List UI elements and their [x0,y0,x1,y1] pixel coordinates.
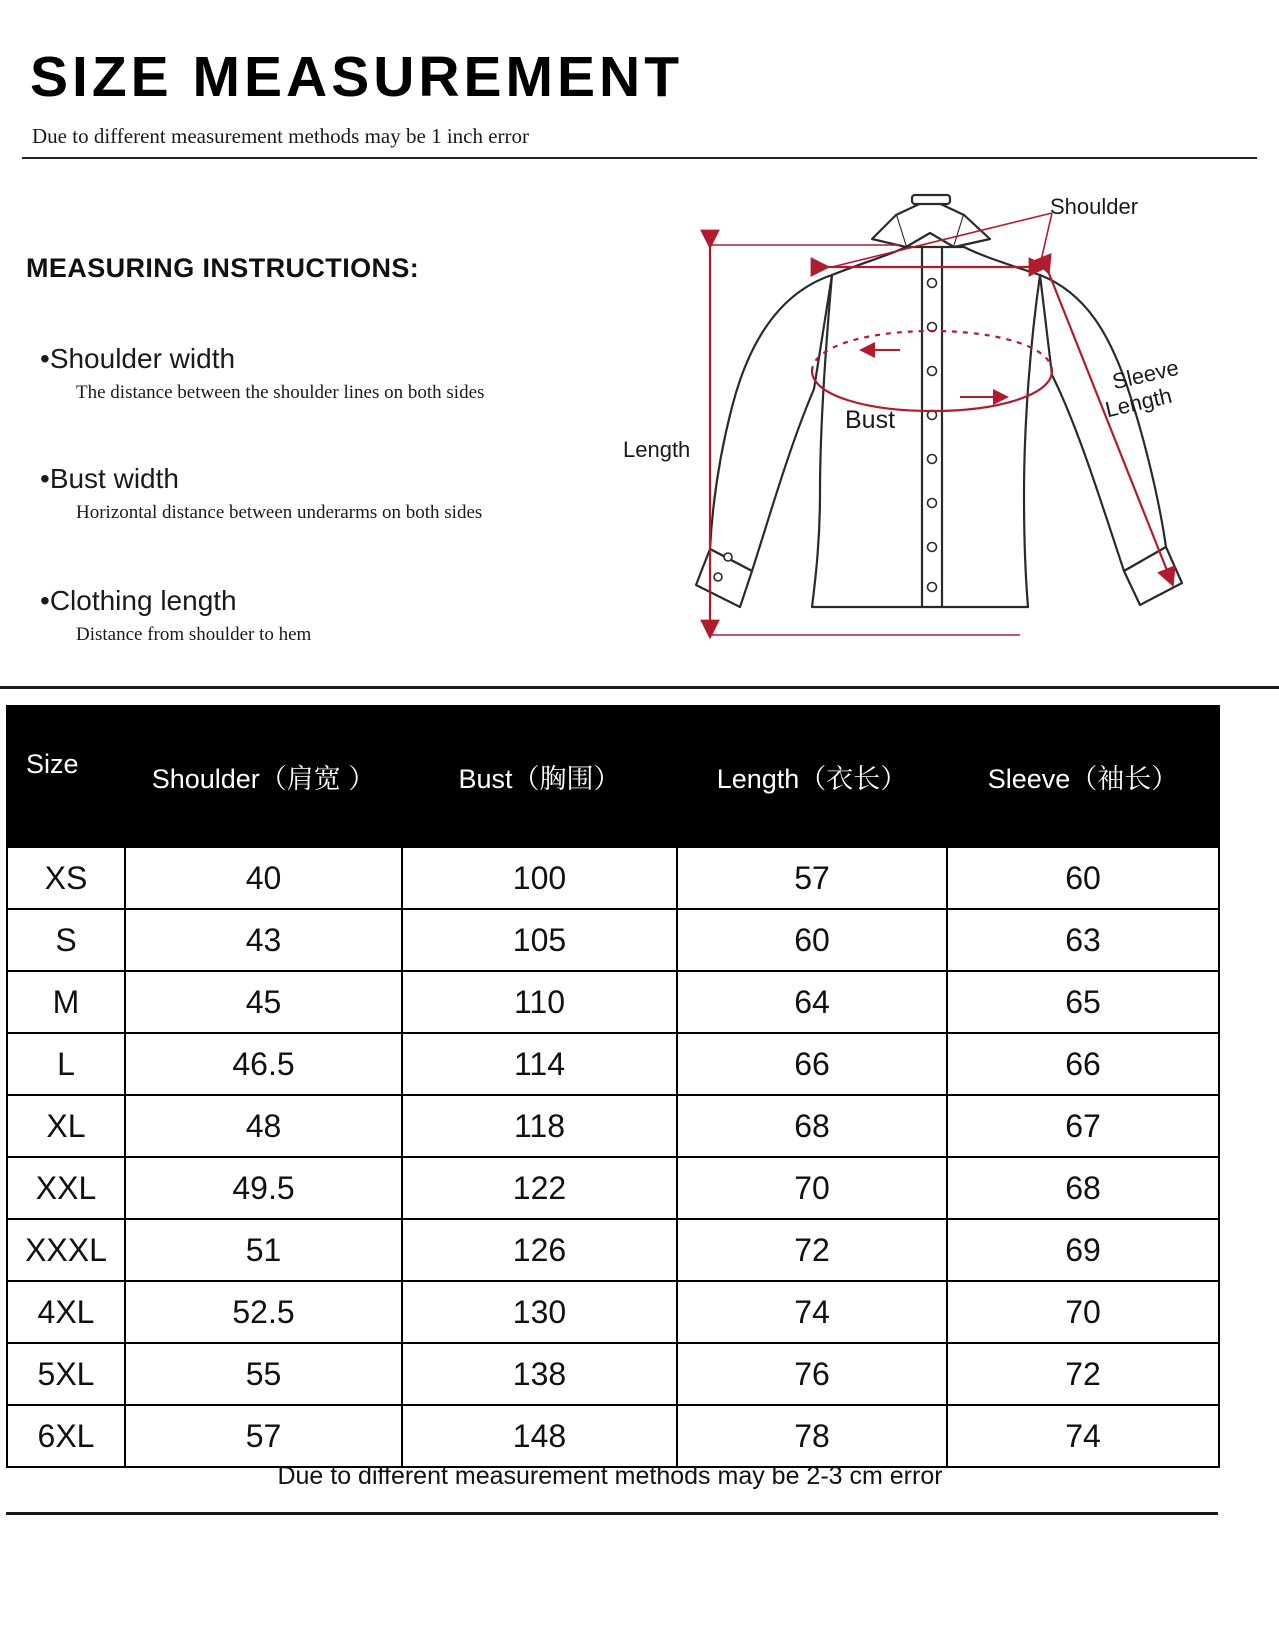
cell-sleeve: 69 [947,1219,1219,1281]
cell-size: 5XL [7,1343,125,1405]
instruction-title: Shoulder width [49,343,236,374]
divider-top [22,157,1257,159]
cell-shoulder: 52.5 [125,1281,402,1343]
instruction-title: Clothing length [49,585,237,616]
shirt-illustration-svg [600,175,1260,675]
instruction-item-shoulder-width [40,343,484,404]
column-header-bust: Bust（胸围） [402,706,677,847]
cell-sleeve: 65 [947,971,1219,1033]
cell-shoulder: 55 [125,1343,402,1405]
cell-length: 74 [677,1281,947,1343]
cell-length: 78 [677,1405,947,1467]
cell-length: 60 [677,909,947,971]
cell-size: XS [7,847,125,909]
page-subtitle: Due to different measurement methods may be 1 inch error [32,124,530,148]
cell-length: 68 [677,1095,947,1157]
table-row [7,1157,1219,1219]
cell-length: 57 [677,847,947,909]
table-row [7,847,1219,909]
column-header-length: Length（衣长） [677,706,947,847]
cell-shoulder: 40 [125,847,402,909]
cell-sleeve: 68 [947,1157,1219,1219]
shirt-diagram [600,175,1260,675]
cell-sleeve: 67 [947,1095,1219,1157]
instruction-item-clothing-length [40,585,311,646]
cell-bust: 110 [402,971,677,1033]
cell-shoulder: 57 [125,1405,402,1467]
cell-shoulder: 43 [125,909,402,971]
diagram-label-shoulder: Shoulder [1050,194,1139,219]
diagram-label-length: Length [623,437,691,462]
table-row [7,1219,1219,1281]
table-header-row [7,706,1219,847]
cell-bust: 100 [402,847,677,909]
cell-size: XXL [7,1157,125,1219]
cell-size: XL [7,1095,125,1157]
cell-shoulder: 49.5 [125,1157,402,1219]
instruction-description: Horizontal distance between underarms on both sides [76,502,483,523]
diagram-label-sleeve-line1: Sleeve [1109,354,1182,395]
cell-shoulder: 48 [125,1095,402,1157]
cell-size: 4XL [7,1281,125,1343]
cell-length: 76 [677,1343,947,1405]
cell-bust: 114 [402,1033,677,1095]
size-table-wrapper [6,705,1218,1468]
cell-size: XXXL [7,1219,125,1281]
diagram-label-sleeve-line2: Length [1102,382,1175,423]
table-body [7,847,1219,1467]
cell-size: M [7,971,125,1033]
cell-sleeve: 74 [947,1405,1219,1467]
cell-sleeve: 72 [947,1343,1219,1405]
column-header-sleeve: Sleeve（袖长） [947,706,1219,847]
table-header [7,706,1219,847]
cell-size: 6XL [7,1405,125,1467]
instruction-description: Distance from shoulder to hem [76,624,312,645]
table-row [7,1405,1219,1467]
instruction-label [40,585,311,617]
cell-sleeve: 70 [947,1281,1219,1343]
divider-bottom [6,1512,1218,1515]
bullet-icon: • [40,343,50,374]
cell-shoulder: 45 [125,971,402,1033]
cell-sleeve: 60 [947,847,1219,909]
cell-bust: 126 [402,1219,677,1281]
cell-bust: 118 [402,1095,677,1157]
column-header-shoulder: Shoulder（肩宽 ） [125,706,402,847]
diagram-label-bust: Bust [845,406,896,434]
table-footnote: Due to different measurement methods may be 2-3 cm error [277,1462,943,1490]
instruction-title: Bust width [49,463,179,494]
cell-size: L [7,1033,125,1095]
instruction-label [40,463,482,495]
cell-shoulder: 51 [125,1219,402,1281]
instruction-item-bust-width [40,463,482,524]
cell-bust: 138 [402,1343,677,1405]
cell-sleeve: 63 [947,909,1219,971]
divider-middle [0,686,1279,689]
cell-length: 72 [677,1219,947,1281]
table-row [7,971,1219,1033]
page-title: SIZE MEASUREMENT [30,45,684,109]
cell-size: S [7,909,125,971]
cell-sleeve: 66 [947,1033,1219,1095]
instruction-description: The distance between the shoulder lines on both sides [76,382,485,403]
table-row [7,1343,1219,1405]
size-table [6,705,1220,1468]
cell-length: 64 [677,971,947,1033]
cell-length: 70 [677,1157,947,1219]
bullet-icon: • [40,585,50,616]
table-row [7,1033,1219,1095]
table-row [7,909,1219,971]
cell-length: 66 [677,1033,947,1095]
column-header-size: Size [7,706,125,847]
instruction-label [40,343,484,375]
bullet-icon: • [40,463,50,494]
instructions-heading: MEASURING INSTRUCTIONS: [26,253,420,283]
cell-bust: 148 [402,1405,677,1467]
cell-shoulder: 46.5 [125,1033,402,1095]
table-row [7,1095,1219,1157]
table-row [7,1281,1219,1343]
cell-bust: 122 [402,1157,677,1219]
cell-bust: 130 [402,1281,677,1343]
cell-bust: 105 [402,909,677,971]
